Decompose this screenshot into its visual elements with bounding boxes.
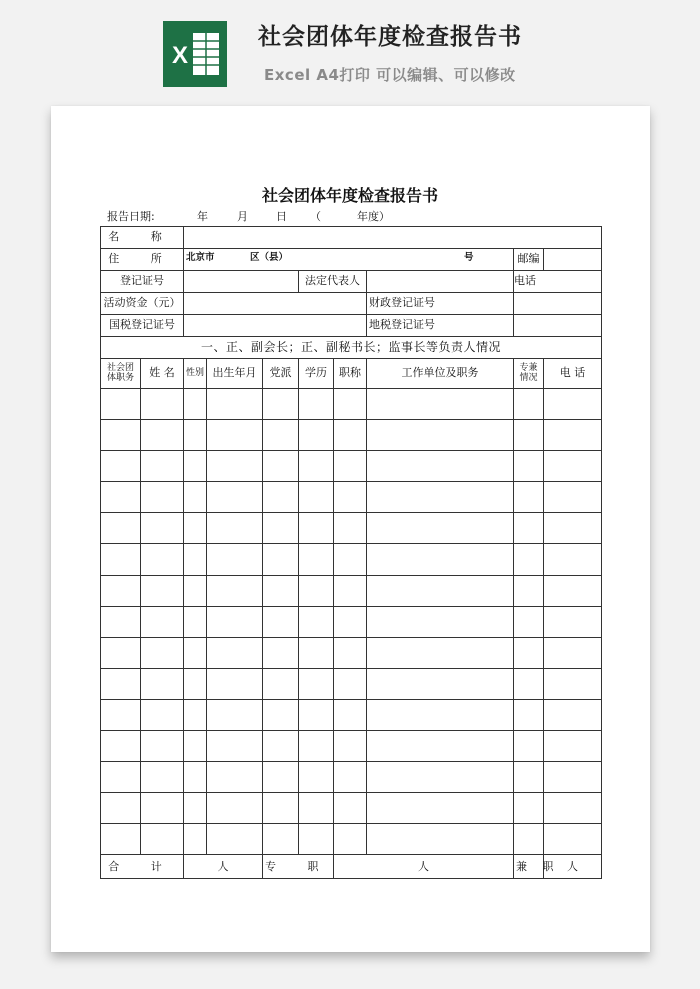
table-cell[interactable]	[141, 420, 184, 451]
table-cell[interactable]	[184, 824, 207, 855]
table-cell[interactable]	[544, 699, 602, 730]
table-cell[interactable]	[367, 482, 514, 513]
table-cell[interactable]	[334, 575, 367, 606]
table-cell[interactable]	[514, 544, 544, 575]
table-row	[101, 606, 602, 637]
totals-row	[101, 855, 602, 879]
table-cell[interactable]	[263, 420, 299, 451]
table-cell[interactable]	[514, 482, 544, 513]
table-cell[interactable]	[544, 637, 602, 668]
date-paren-open: （	[310, 210, 321, 223]
table-cell[interactable]	[334, 824, 367, 855]
table-cell[interactable]	[263, 699, 299, 730]
table-cell[interactable]	[101, 389, 141, 420]
col-header-workplace: 工作单位及职务	[367, 359, 514, 389]
fulltime-label: 专 职	[263, 855, 334, 879]
table-cell[interactable]	[207, 731, 263, 762]
table-cell[interactable]	[367, 793, 514, 824]
table-cell[interactable]	[299, 824, 334, 855]
table-cell[interactable]	[207, 389, 263, 420]
tax-row	[101, 315, 602, 337]
date-annual-label[interactable]: 年度）	[357, 210, 390, 223]
page-header	[0, 0, 700, 100]
table-cell[interactable]	[544, 762, 602, 793]
table-cell[interactable]	[184, 482, 207, 513]
excel-icon-letter: X	[171, 42, 189, 69]
table-cell[interactable]	[263, 731, 299, 762]
table-row	[101, 575, 602, 606]
table-cell[interactable]	[367, 451, 514, 482]
table-cell[interactable]	[367, 637, 514, 668]
date-month-label[interactable]: 月	[237, 210, 248, 223]
table-cell[interactable]	[141, 451, 184, 482]
table-cell[interactable]	[514, 575, 544, 606]
table-cell[interactable]	[184, 699, 207, 730]
table-cell[interactable]	[544, 451, 602, 482]
col-header-party: 党派	[263, 359, 299, 389]
table-cell[interactable]	[334, 699, 367, 730]
col-header-fulltime: 专兼情况	[514, 359, 544, 389]
table-cell[interactable]	[101, 420, 141, 451]
table-cell[interactable]	[207, 482, 263, 513]
table-row	[101, 793, 602, 824]
table-cell[interactable]	[207, 762, 263, 793]
date-year-label[interactable]: 年	[197, 210, 208, 223]
col-header-birth: 出生年月	[207, 359, 263, 389]
table-cell[interactable]	[207, 575, 263, 606]
funds-row	[101, 293, 602, 315]
table-row	[101, 420, 602, 451]
table-cell[interactable]	[207, 606, 263, 637]
name-label: 名 称	[101, 227, 184, 249]
member-rows	[101, 389, 602, 855]
table-cell[interactable]	[101, 544, 141, 575]
table-cell[interactable]	[544, 731, 602, 762]
parttime-persons[interactable]: 人	[544, 855, 602, 879]
table-cell[interactable]	[263, 668, 299, 699]
table-cell[interactable]	[334, 389, 367, 420]
table-cell[interactable]	[367, 389, 514, 420]
table-cell[interactable]	[367, 824, 514, 855]
postcode-field[interactable]	[544, 249, 602, 271]
table-cell[interactable]	[101, 637, 141, 668]
table-cell[interactable]	[101, 793, 141, 824]
table-row	[101, 482, 602, 513]
table-cell[interactable]	[141, 544, 184, 575]
table-cell[interactable]	[141, 513, 184, 544]
fulltime-persons[interactable]: 人	[334, 855, 514, 879]
table-cell[interactable]	[299, 389, 334, 420]
local-tax-label: 地税登记证号	[367, 315, 514, 337]
table-cell[interactable]	[184, 389, 207, 420]
table-cell[interactable]	[207, 699, 263, 730]
excel-icon	[163, 21, 227, 87]
table-cell[interactable]	[184, 451, 207, 482]
table-cell[interactable]	[184, 762, 207, 793]
table-cell[interactable]	[184, 793, 207, 824]
table-cell[interactable]	[367, 699, 514, 730]
table-cell[interactable]	[141, 482, 184, 513]
table-cell[interactable]	[299, 699, 334, 730]
national-tax-label: 国税登记证号	[101, 315, 184, 337]
table-cell[interactable]	[263, 482, 299, 513]
table-cell[interactable]	[514, 824, 544, 855]
table-cell[interactable]	[101, 731, 141, 762]
col-header-phone: 电 话	[544, 359, 602, 389]
table-cell[interactable]	[207, 824, 263, 855]
header-subtitle: Excel A4打印 可以编辑、可以修改	[264, 66, 516, 84]
column-header-row	[101, 359, 602, 389]
col-header-title: 职称	[334, 359, 367, 389]
table-cell[interactable]	[544, 606, 602, 637]
address-field[interactable]	[184, 249, 514, 271]
table-cell[interactable]	[334, 544, 367, 575]
table-cell[interactable]	[263, 575, 299, 606]
col-header-gender: 性别	[184, 359, 207, 389]
table-cell[interactable]	[334, 637, 367, 668]
table-cell[interactable]	[514, 699, 544, 730]
table-cell[interactable]	[299, 762, 334, 793]
table-row	[101, 699, 602, 730]
table-cell[interactable]	[299, 513, 334, 544]
date-day-label[interactable]: 日	[276, 210, 287, 223]
table-cell[interactable]	[263, 762, 299, 793]
table-cell[interactable]	[184, 731, 207, 762]
table-cell[interactable]	[299, 544, 334, 575]
table-cell[interactable]	[101, 699, 141, 730]
section-title: 一、正、副会长；正、副秘书长；监事长等负责人情况	[101, 337, 602, 359]
document-title: 社会团体年度检查报告书	[261, 186, 438, 205]
total-persons[interactable]: 人	[184, 855, 263, 879]
local-tax-field[interactable]	[514, 315, 602, 337]
registration-row	[101, 271, 602, 293]
table-cell[interactable]	[263, 824, 299, 855]
address-row	[101, 249, 602, 271]
phone-label: 电话	[514, 271, 602, 293]
table-cell[interactable]	[334, 793, 367, 824]
table-cell[interactable]	[101, 824, 141, 855]
table-row	[101, 762, 602, 793]
table-cell[interactable]	[207, 513, 263, 544]
table-cell[interactable]	[141, 606, 184, 637]
col-header-position: 社会团体职务	[101, 359, 141, 389]
table-cell[interactable]	[334, 762, 367, 793]
table-cell[interactable]	[514, 389, 544, 420]
table-cell[interactable]	[101, 575, 141, 606]
table-cell[interactable]	[299, 575, 334, 606]
name-row	[101, 227, 602, 249]
table-cell[interactable]	[544, 793, 602, 824]
table-row	[101, 513, 602, 544]
table-cell[interactable]	[334, 668, 367, 699]
table-cell[interactable]	[514, 637, 544, 668]
table-cell[interactable]	[334, 420, 367, 451]
table-cell[interactable]	[299, 731, 334, 762]
table-cell[interactable]	[101, 762, 141, 793]
table-cell[interactable]	[544, 544, 602, 575]
col-header-education: 学历	[299, 359, 334, 389]
table-cell[interactable]	[367, 762, 514, 793]
reg-no-field[interactable]	[184, 271, 299, 293]
table-cell[interactable]	[141, 637, 184, 668]
header-title: 社会团体年度检查报告书	[258, 24, 522, 50]
table-cell[interactable]	[141, 824, 184, 855]
table-cell[interactable]	[367, 668, 514, 699]
address-label: 住 所	[101, 249, 184, 271]
table-cell[interactable]	[184, 513, 207, 544]
table-cell[interactable]	[334, 731, 367, 762]
table-cell[interactable]	[367, 606, 514, 637]
table-cell[interactable]	[141, 389, 184, 420]
table-cell[interactable]	[334, 513, 367, 544]
table-cell[interactable]	[334, 606, 367, 637]
table-cell[interactable]	[141, 575, 184, 606]
table-cell[interactable]	[367, 420, 514, 451]
finance-reg-label: 财政登记证号	[367, 293, 514, 315]
table-cell[interactable]	[207, 544, 263, 575]
table-cell[interactable]	[141, 762, 184, 793]
table-cell[interactable]	[184, 544, 207, 575]
name-field[interactable]	[184, 227, 602, 249]
table-cell[interactable]	[263, 451, 299, 482]
table-cell[interactable]	[263, 606, 299, 637]
section-row	[101, 337, 602, 359]
date-label: 报告日期:	[107, 210, 155, 223]
funds-label: 活动资金（元）	[101, 293, 184, 315]
table-cell[interactable]	[544, 420, 602, 451]
table-row	[101, 451, 602, 482]
table-cell[interactable]	[299, 606, 334, 637]
col-header-name: 姓 名	[141, 359, 184, 389]
address-district: 区（县）	[250, 252, 289, 263]
table-cell[interactable]	[184, 420, 207, 451]
table-cell[interactable]	[367, 513, 514, 544]
table-cell[interactable]	[101, 668, 141, 699]
table-cell[interactable]	[207, 668, 263, 699]
table-row	[101, 637, 602, 668]
table-row	[101, 544, 602, 575]
table-cell[interactable]	[141, 668, 184, 699]
table-row	[101, 668, 602, 699]
table-cell[interactable]	[367, 731, 514, 762]
finance-reg-field[interactable]	[514, 293, 602, 315]
table-cell[interactable]	[184, 606, 207, 637]
table-cell[interactable]	[299, 668, 334, 699]
table-cell[interactable]	[207, 793, 263, 824]
table-cell[interactable]	[514, 668, 544, 699]
address-number: 号	[464, 252, 474, 263]
table-cell[interactable]	[263, 544, 299, 575]
total-label: 合 计	[101, 855, 184, 879]
table-cell[interactable]	[141, 793, 184, 824]
table-row	[101, 389, 602, 420]
table-cell[interactable]	[207, 420, 263, 451]
table-cell[interactable]	[299, 451, 334, 482]
table-cell[interactable]	[141, 731, 184, 762]
table-cell[interactable]	[514, 762, 544, 793]
table-cell[interactable]	[367, 544, 514, 575]
table-cell[interactable]	[263, 389, 299, 420]
table-cell[interactable]	[514, 606, 544, 637]
legal-rep-field[interactable]	[367, 271, 514, 293]
reg-no-label: 登记证号	[101, 271, 184, 293]
parttime-label: 兼 职	[514, 855, 544, 879]
table-cell[interactable]	[334, 451, 367, 482]
table-cell[interactable]	[207, 451, 263, 482]
table-cell[interactable]	[299, 637, 334, 668]
table-row	[101, 731, 602, 762]
table-cell[interactable]	[544, 824, 602, 855]
table-cell[interactable]	[263, 793, 299, 824]
table-cell[interactable]	[514, 420, 544, 451]
table-cell[interactable]	[544, 513, 602, 544]
table-cell[interactable]	[101, 451, 141, 482]
table-cell[interactable]	[544, 389, 602, 420]
table-cell[interactable]	[101, 482, 141, 513]
table-cell[interactable]	[299, 420, 334, 451]
table-cell[interactable]	[514, 513, 544, 544]
table-row	[101, 824, 602, 855]
table-cell[interactable]	[544, 575, 602, 606]
table-cell[interactable]	[184, 575, 207, 606]
table-cell[interactable]	[184, 668, 207, 699]
postcode-label: 邮编	[514, 249, 544, 271]
table-cell[interactable]	[101, 513, 141, 544]
table-cell[interactable]	[544, 482, 602, 513]
table-cell[interactable]	[207, 637, 263, 668]
table-cell[interactable]	[514, 731, 544, 762]
funds-field[interactable]	[184, 293, 367, 315]
table-cell[interactable]	[263, 513, 299, 544]
report-form-table	[100, 226, 602, 879]
address-city: 北京市	[186, 252, 215, 263]
table-cell[interactable]	[101, 606, 141, 637]
table-cell[interactable]	[514, 451, 544, 482]
table-cell[interactable]	[367, 575, 514, 606]
table-cell[interactable]	[334, 482, 367, 513]
table-cell[interactable]	[544, 668, 602, 699]
national-tax-field[interactable]	[184, 315, 367, 337]
table-cell[interactable]	[514, 793, 544, 824]
legal-rep-label: 法定代表人	[299, 271, 367, 293]
table-cell[interactable]	[299, 793, 334, 824]
table-cell[interactable]	[184, 637, 207, 668]
table-cell[interactable]	[263, 637, 299, 668]
table-cell[interactable]	[141, 699, 184, 730]
table-cell[interactable]	[299, 482, 334, 513]
